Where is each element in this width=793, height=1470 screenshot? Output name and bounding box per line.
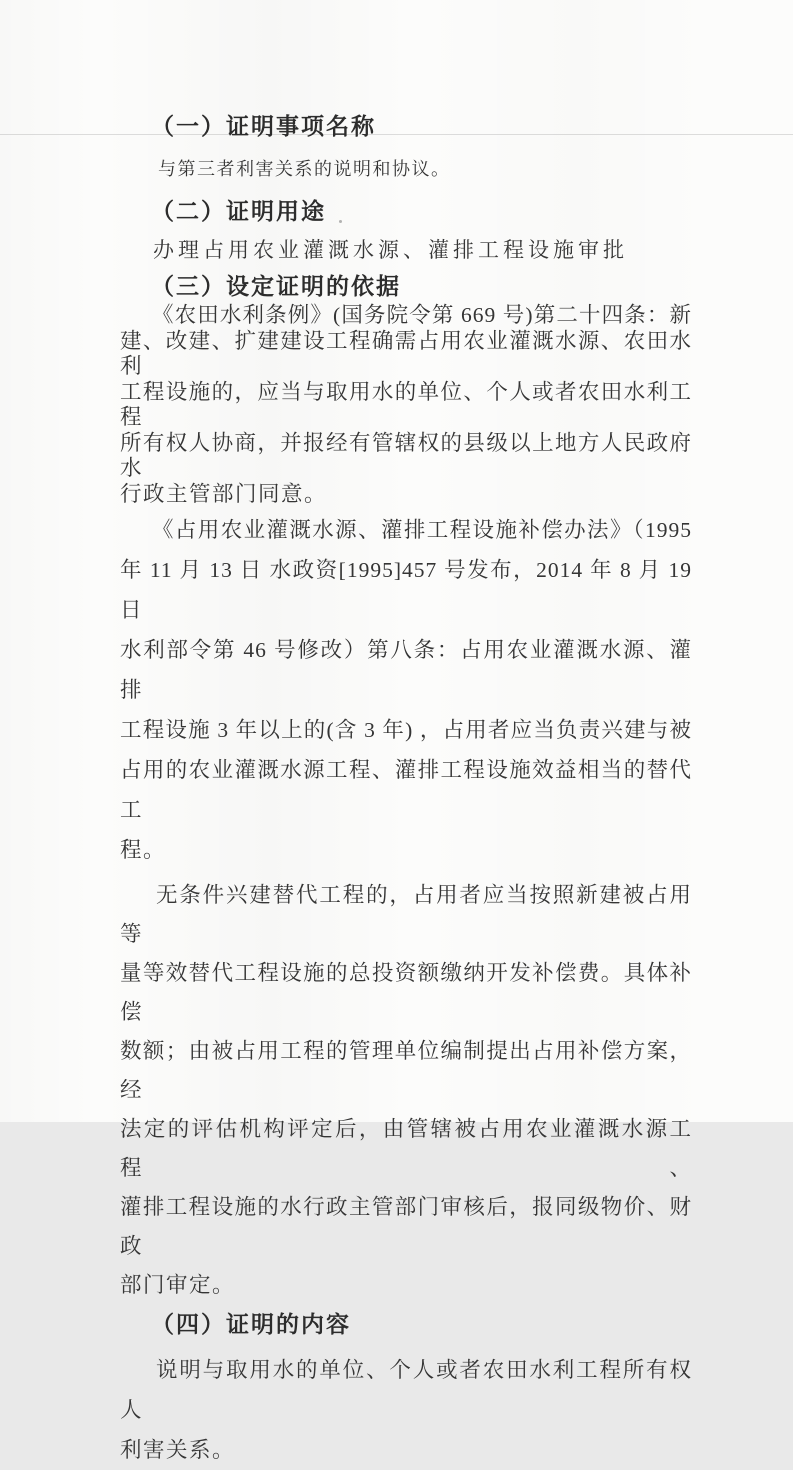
paragraph-line: 工程设施 3 年以上的(含 3 年) ，占用者应当负责兴建与被	[120, 718, 692, 742]
item-name-text: 与第三者利害关系的说明和协议。	[158, 159, 451, 179]
paragraph-line: 所有权人协商，并报经有管辖权的县级以上地方人民政府水	[120, 430, 692, 480]
heading-purpose: （二）证明用途	[151, 199, 326, 224]
paragraph-line: 利害关系。	[120, 1438, 236, 1462]
paragraph-line: 水利部令第 46 号修改）第八条：占用农业灌溉水源、灌排	[120, 638, 692, 702]
paragraph-line: 法定的评估机构评定后，由管辖被占用农业灌溉水源工程、	[120, 1117, 692, 1180]
paragraph-line: 《农田水利条例》(国务院令第 669 号)第二十四条：新	[152, 303, 692, 327]
paragraph-line: 占用的农业灌溉水源工程、灌排工程设施效益相当的替代工	[120, 758, 692, 822]
paragraph-line: 建、改建、扩建建设工程确需占用农业灌溉水源、农田水利	[120, 328, 692, 378]
paragraph-line: 部门审定。	[120, 1273, 236, 1297]
paragraph-line: 说明与取用水的单位、个人或者农田水利工程所有权人	[120, 1358, 692, 1422]
paragraph-line: 年 11 月 13 日 水政资[1995]457 号发布，2014 年 8 月 19 日	[120, 558, 692, 622]
document-body	[120, 0, 692, 1470]
paragraph-line: 无条件兴建替代工程的，占用者应当按照新建被占用等	[120, 883, 692, 946]
heading-item-name: （一）证明事项名称	[151, 114, 376, 139]
paragraph-line: 《占用农业灌溉水源、灌排工程设施补偿办法》（1995	[152, 518, 692, 542]
paragraph-compensation-measures	[120, 510, 692, 870]
paragraph-line: 量等效替代工程设施的总投资额缴纳开发补偿费。具体补偿	[120, 961, 692, 1024]
paragraph-regulation	[120, 303, 692, 507]
paragraph-line: 程。	[120, 838, 167, 862]
purpose-text: 办理占用农业灌溉水源、灌排工程设施审批	[153, 238, 628, 262]
paragraph-no-substitute	[120, 876, 692, 1305]
paragraph-line: 数额；由被占用工程的管理单位编制提出占用补偿方案，经	[120, 1039, 692, 1102]
paragraph-line: 灌排工程设施的水行政主管部门审核后，报同级物价、财政	[120, 1195, 692, 1258]
paragraph-content	[120, 1350, 692, 1470]
heading-content: （四）证明的内容	[151, 1312, 351, 1337]
heading-basis: （三）设定证明的依据	[151, 274, 401, 299]
paragraph-line: 行政主管部门同意。	[120, 481, 328, 506]
paragraph-line: 工程设施的，应当与取用水的单位、个人或者农田水利工程	[120, 379, 692, 429]
